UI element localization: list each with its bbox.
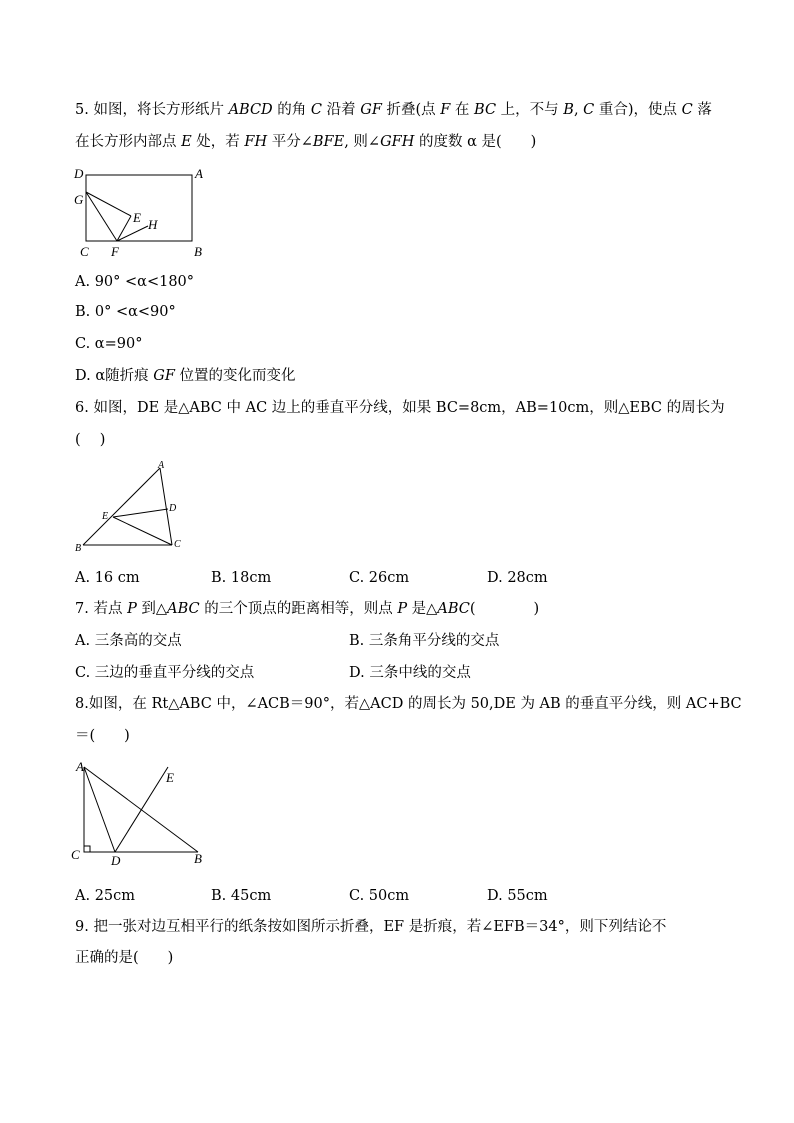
q6-option-c: C. 26cm [349, 570, 410, 586]
q6-label-b: B [75, 543, 82, 554]
q5-option-a: A. 90° <α<180° [75, 274, 195, 290]
q5-label-e: E [133, 210, 141, 225]
q8-segment-ad [84, 767, 115, 852]
q5-label-b: B [194, 244, 202, 259]
q6-figure [70, 455, 200, 555]
q6-label-e: E [102, 511, 109, 522]
q9-stem-line2: 正确的是( ) [75, 950, 174, 966]
q8-label-b: B [194, 851, 202, 866]
q7-option-d: D. 三条中线的交点 [349, 665, 471, 681]
q8-stem-line1: 8.如图，在 Rt△ABC 中，∠ACB＝90°，若△ACD 的周长为 50,DE 为 AB 的垂直平分线，则 AC+BC [75, 696, 742, 712]
q6-option-a: A. 16 cm [75, 570, 140, 586]
q5-label-d: D [74, 166, 84, 181]
q5-option-d: D. α随折痕 GF 位置的变化而变化 [75, 368, 296, 384]
q9-stem-line1: 9. 把一张对边互相平行的纸条按如图所示折叠，EF 是折痕，若∠EFB＝34°，则下列结论不 [75, 919, 667, 935]
q6-option-d: D. 28cm [487, 570, 548, 586]
q5-figure [70, 160, 220, 260]
q8-label-a: A [76, 759, 84, 774]
q8-label-e: E [166, 770, 174, 785]
q6-segment-ed [113, 509, 168, 517]
q8-label-d: D [111, 853, 121, 868]
q5-fold-gf [86, 192, 117, 241]
q6-label-d: D [169, 503, 177, 514]
q6-stem-line1: 6. 如图，DE 是△ABC 中 AC 边上的垂直平分线，如果 BC=8cm，AB=10cm，则△EBC 的周长为 [75, 400, 725, 416]
q8-option-b: B. 45cm [211, 888, 272, 904]
q5-stem-line1: 5. 如图，将长方形纸片 ABCD 的角 C 沿着 GF 折叠(点 F 在 BC 上，不与 B, C 重合)，使点 C 落 [75, 102, 712, 118]
q7-option-c: C. 三边的垂直平分线的交点 [75, 665, 255, 681]
q8-option-c: C. 50cm [349, 888, 410, 904]
q8-option-a: A. 25cm [75, 888, 136, 904]
q8-right-angle-mark [84, 846, 90, 852]
q7-option-a: A. 三条高的交点 [75, 633, 182, 649]
q5-rectangle [86, 175, 192, 241]
q5-label-f: F [111, 244, 119, 259]
q5-label-h: H [148, 217, 158, 232]
q6-option-b: B. 18cm [211, 570, 272, 586]
q8-figure [65, 755, 215, 875]
q5-option-b: B. 0° <α<90° [75, 304, 176, 320]
q5-label-c: C [80, 244, 89, 259]
q7-option-b: B. 三条角平分线的交点 [349, 633, 500, 649]
q8-label-c: C [71, 847, 80, 862]
q6-segment-ec [113, 517, 172, 545]
q6-stem-line2: ( ) [75, 432, 106, 448]
q5-stem-line2: 在长方形内部点 E 处，若 FH 平分∠BFE, 则∠GFH 的度数 α 是( ) [75, 134, 537, 150]
q7-stem: 7. 若点 P 到△ABC 的三个顶点的距离相等，则点 P 是△ABC( ) [75, 601, 540, 617]
q5-option-c: C. α=90° [75, 336, 143, 352]
q5-label-a: A [195, 166, 203, 181]
q6-label-c: C [174, 539, 181, 550]
q8-perp-bisector-de [115, 767, 168, 852]
q5-label-g: G [74, 192, 84, 207]
q8-option-d: D. 55cm [487, 888, 548, 904]
q5-segment-ge [86, 192, 131, 216]
q6-label-a: A [158, 460, 165, 471]
q8-stem-line2: ＝( ) [75, 728, 130, 744]
